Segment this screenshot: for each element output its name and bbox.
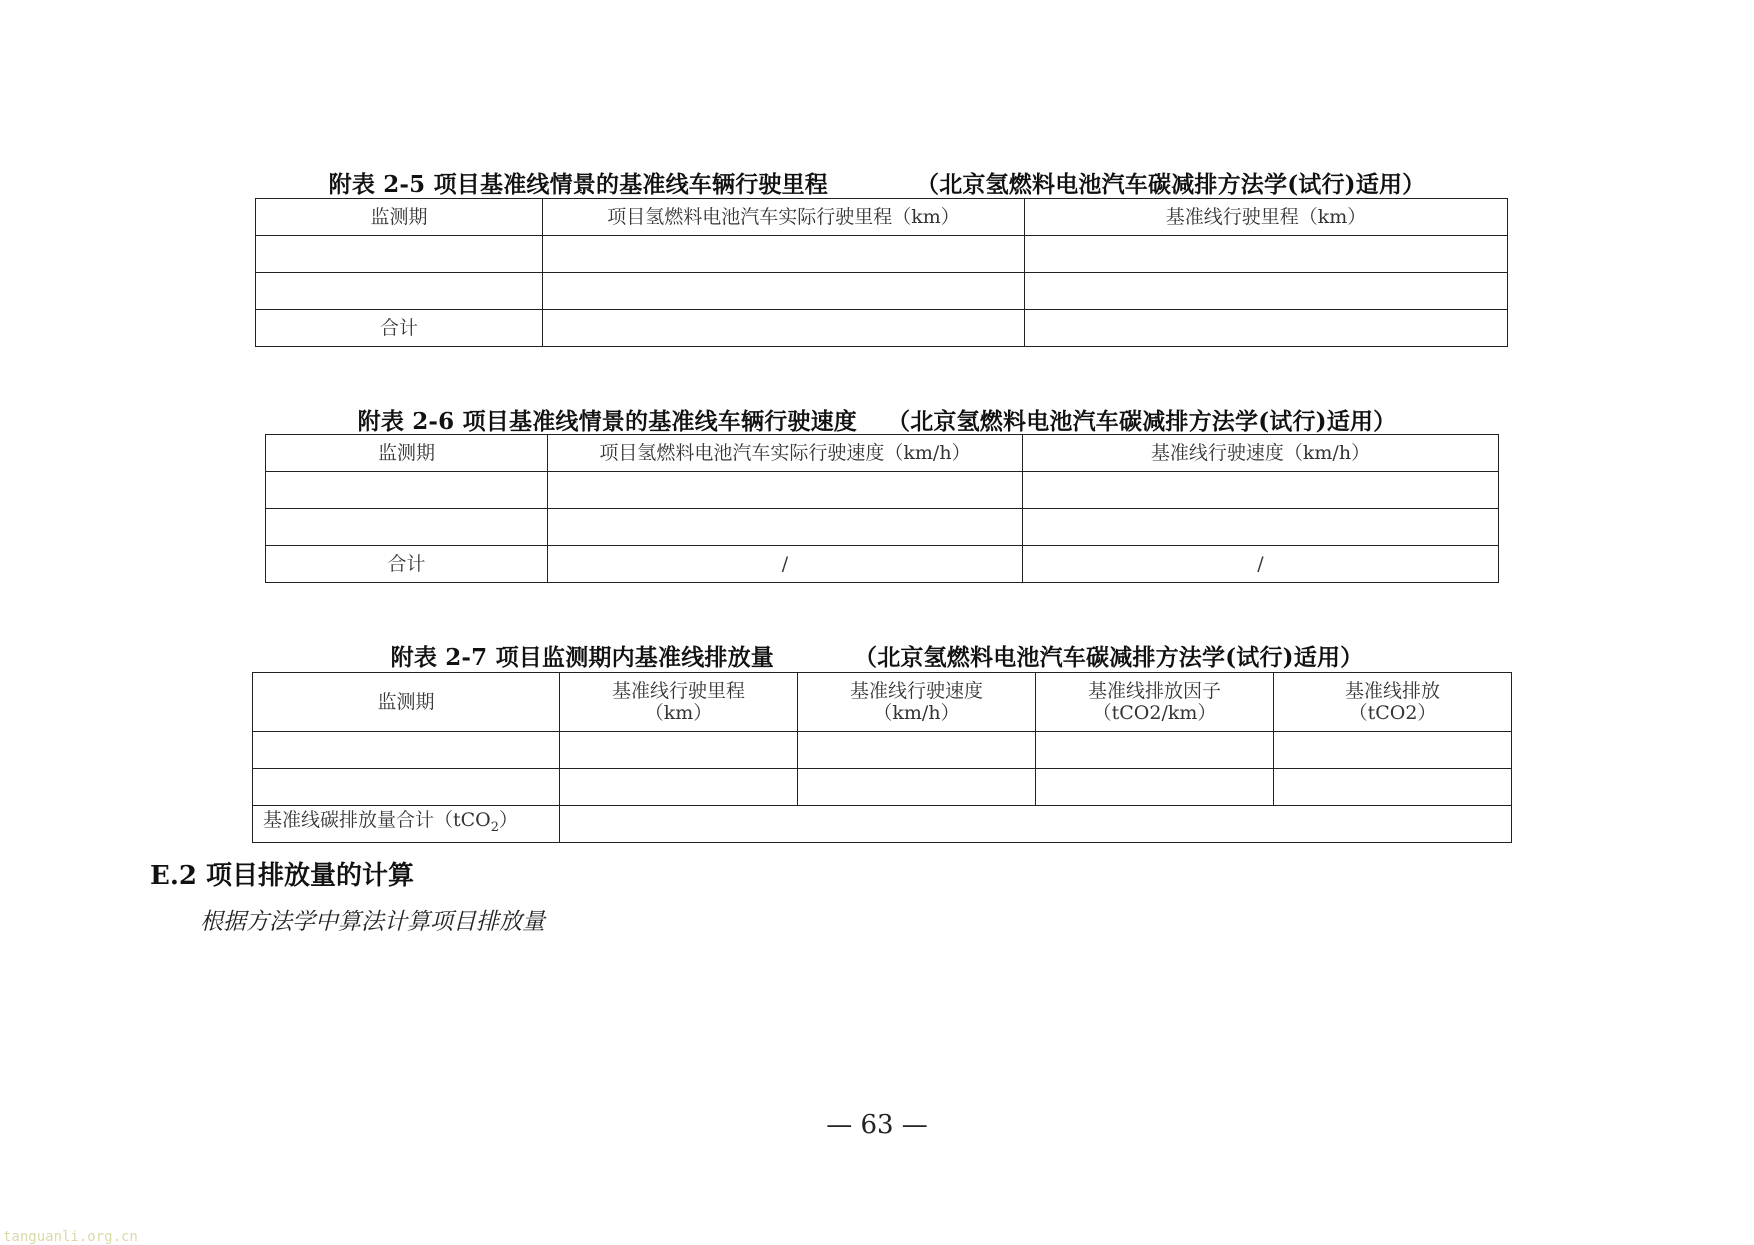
table-2-5-caption [0,166,1754,199]
table-cell [253,769,560,806]
header-cell: 监测期 [266,435,548,472]
table-header-row [253,673,1512,732]
table-row [266,509,1499,546]
table-cell [1036,732,1274,769]
header-cell [560,673,798,732]
total-label: 合计 [266,546,548,583]
total-cell: / [1023,546,1499,583]
header-line: 基准线排放 [1344,680,1440,702]
total-label: 合计 [256,310,543,347]
total-label-subscript: 2 [490,819,500,835]
header-cell [1274,673,1512,732]
table-cell [253,732,560,769]
table-header-row [256,199,1508,236]
table-cell [1274,732,1512,769]
table-cell [1025,236,1508,273]
header-cell: 项目氢燃料电池汽车实际行驶速度（km/h） [548,435,1023,472]
table-2-7 [252,672,1512,843]
table-row [256,236,1508,273]
table-cell [798,732,1036,769]
section-heading: E.2 项目排放量的计算 [150,861,415,891]
header-cell: 监测期 [256,199,543,236]
table-row [266,472,1499,509]
table-2-7-caption [0,639,1754,672]
total-row [253,806,1512,843]
header-cell [798,673,1036,732]
watermark: tanguanli.org.cn [3,1229,138,1245]
table-cell [560,769,798,806]
table-cell [266,509,548,546]
table-2-6-note: （北京氢燃料电池汽车碳减排方法学(试行)适用） [887,408,1397,435]
table-cell [548,472,1023,509]
table-cell [266,472,548,509]
header-line: 基准线排放因子 [1087,680,1221,702]
header-unit: （km） [644,702,713,724]
header-line: 基准线行驶里程 [611,680,745,702]
table-cell [548,509,1023,546]
header-unit: （km/h） [873,702,960,724]
table-cell [560,732,798,769]
table-2-5 [255,198,1508,347]
page-number: — 63 — [826,1110,928,1140]
table-2-5-note: （北京氢燃料电池汽车碳减排方法学(试行)适用） [916,171,1426,198]
table-row [253,769,1512,806]
table-cell [1023,509,1499,546]
total-row [256,310,1508,347]
header-cell [1036,673,1274,732]
table-2-6 [265,434,1499,583]
total-cell [543,310,1025,347]
table-2-6-caption [0,403,1754,436]
table-2-6-title: 附表 2-6 项目基准线情景的基准线车辆行驶速度 [357,408,857,435]
table-cell [1036,769,1274,806]
total-label-end: ） [499,809,519,832]
table-cell [543,273,1025,310]
table-cell [1025,273,1508,310]
table-cell [543,236,1025,273]
total-label [253,806,560,843]
header-cell [253,673,560,732]
total-cell [1025,310,1508,347]
table-cell [256,273,543,310]
table-cell [1023,472,1499,509]
header-cell: 项目氢燃料电池汽车实际行驶里程（km） [543,199,1025,236]
total-value [560,806,1512,843]
table-header-row [266,435,1499,472]
total-cell: / [548,546,1023,583]
table-2-5-title: 附表 2-5 项目基准线情景的基准线车辆行驶里程 [328,171,828,198]
table-2-7-title: 附表 2-7 项目监测期内基准线排放量 [390,644,774,671]
table-cell [1274,769,1512,806]
table-cell [798,769,1036,806]
header-cell: 基准线行驶速度（km/h） [1023,435,1499,472]
header-line: 基准线行驶速度 [849,680,983,702]
header-unit: （tCO2） [1348,702,1437,724]
header-line: 监测期 [377,691,435,713]
table-cell [256,236,543,273]
header-cell: 基准线行驶里程（km） [1025,199,1508,236]
section-body: 根据方法学中算法计算项目排放量 [200,909,545,935]
header-unit: （tCO2/km） [1092,702,1217,724]
table-row [253,732,1512,769]
table-row [256,273,1508,310]
table-2-7-note: （北京氢燃料电池汽车碳减排方法学(试行)适用） [854,644,1364,671]
total-row [266,546,1499,583]
total-label-text: 基准线碳排放量合计（tCO [263,809,491,832]
